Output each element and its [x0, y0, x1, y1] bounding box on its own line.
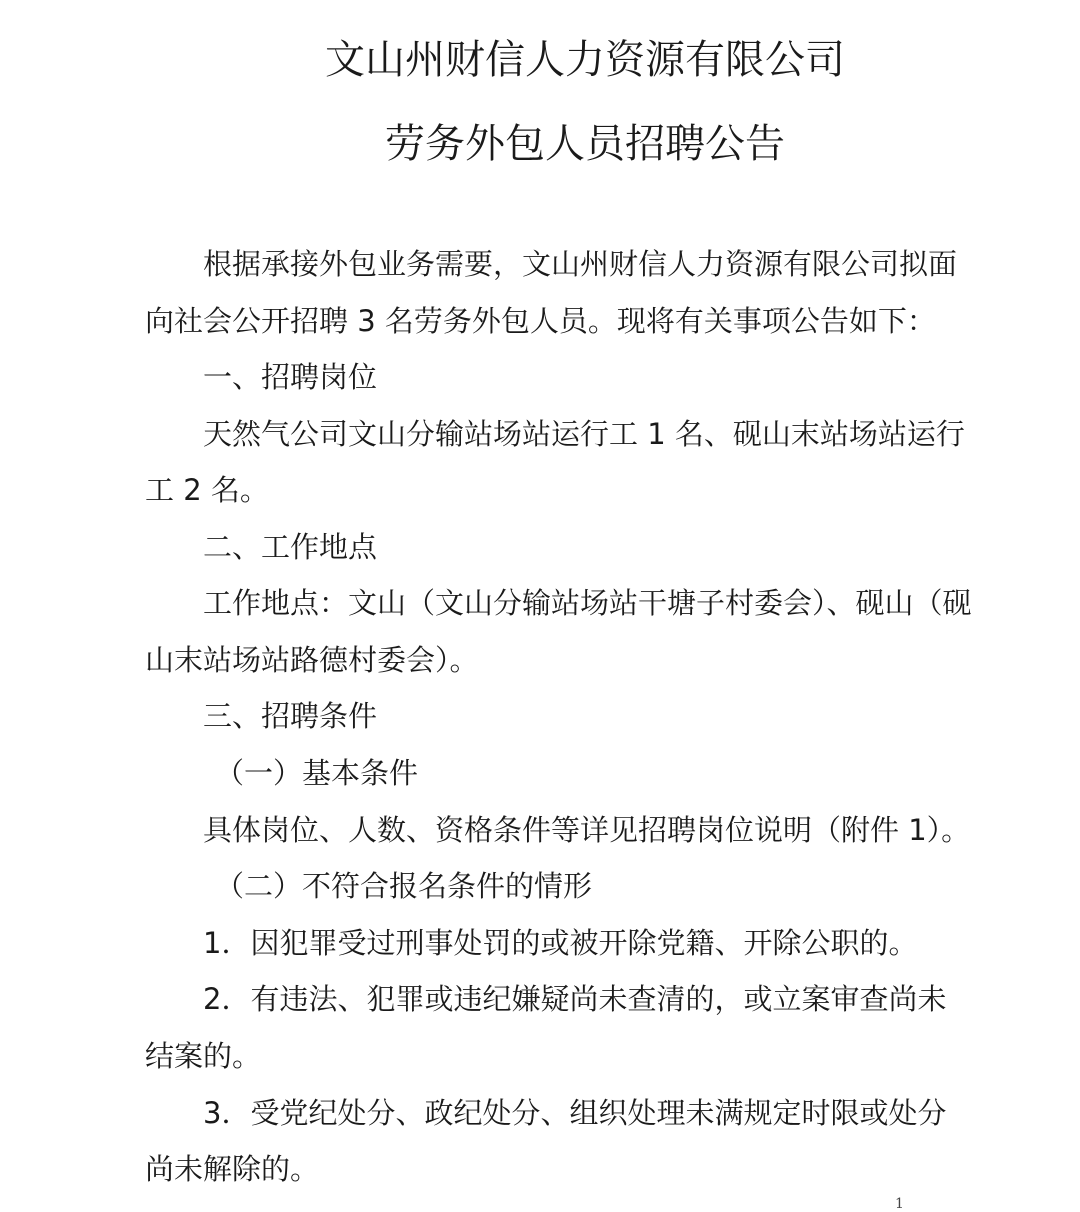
section-heading-positions: 一、招聘岗位	[203, 360, 378, 394]
list-item-2-line1: 2．有违法、犯罪或违纪嫌疑尚未查清的，或立案审查尚未	[203, 982, 947, 1016]
list-item-3-line1: 3．受党纪处分、政纪处分、组织处理未满规定时限或处分	[203, 1096, 947, 1130]
subheading-ineligible: （二）不符合报名条件的情形	[215, 869, 593, 903]
paragraph-basic-conditions: 具体岗位、人数、资格条件等详见招聘岗位说明（附件 1）。	[203, 813, 971, 847]
paragraph-location-line2: 山末站场站路德村委会）。	[145, 643, 479, 677]
paragraph-intro-line1: 根据承接外包业务需要，文山州财信人力资源有限公司拟面	[203, 247, 958, 281]
list-item-2-line2: 结案的。	[145, 1039, 262, 1073]
section-heading-conditions: 三、招聘条件	[203, 699, 378, 733]
title-company: 文山州财信人力资源有限公司	[325, 37, 845, 83]
page-number: 1	[895, 1196, 904, 1212]
list-item-1: 1．因犯罪受过刑事处罚的或被开除党籍、开除公职的。	[203, 926, 918, 960]
paragraph-location-line1: 工作地点：文山（文山分输站场站干塘子村委会）、砚山（砚	[203, 586, 972, 620]
list-item-3-line2: 尚未解除的。	[145, 1152, 320, 1186]
section-heading-location: 二、工作地点	[203, 530, 378, 564]
subheading-basic-conditions: （一）基本条件	[215, 756, 419, 790]
paragraph-positions-line1: 天然气公司文山分输站场站运行工 1 名、砚山末站场站运行	[203, 417, 965, 451]
paragraph-positions-line2: 工 2 名。	[145, 473, 269, 507]
paragraph-intro-line2: 向社会公开招聘 3 名劳务外包人员。现将有关事项公告如下：	[145, 304, 936, 338]
title-notice: 劳务外包人员招聘公告	[385, 121, 785, 167]
